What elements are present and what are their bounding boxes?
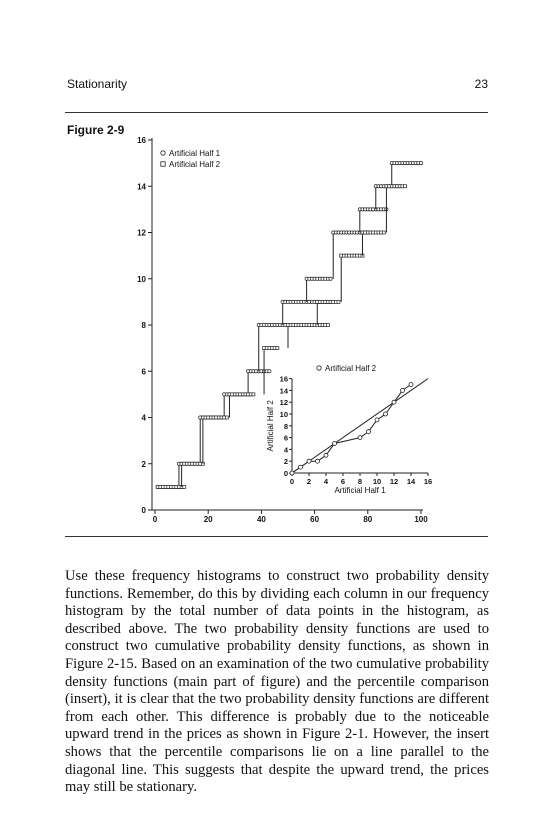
inset-y-tick-label: 0 [283, 469, 288, 478]
inset-legend-marker [317, 366, 321, 370]
inset-point [290, 471, 294, 475]
figure-label: Figure 2-9 [67, 123, 125, 137]
inset-point [358, 436, 362, 440]
y-tick-label: 16 [137, 136, 146, 145]
inset-y-tick-label: 12 [279, 398, 288, 408]
inset-point [333, 442, 337, 446]
legend-label: Artificial Half 2 [169, 160, 221, 169]
y-tick-label: 14 [137, 182, 146, 192]
inset-x-tick-label: 0 [289, 477, 295, 486]
series-2-point [382, 231, 385, 234]
figure-bottom-rule [65, 536, 488, 537]
inset-y-tick-label: 2 [283, 457, 288, 467]
x-tick-label: 80 [363, 515, 373, 524]
body-paragraph: Use these frequency histograms to construct two probability density functions. Remember, do this by dividing each column in our frequency histogram by the total number of data points in the histogram, as described above. The two probability density functions are used to construct two cumulative probability density functions, as shown in Figure 2-15. Based on an examination of the two cumulative probability density functions (main part of figure) and the percentile comparison (insert), it is clear that the two probability density functions are different from each other. This difference is probably due to the noticeable upward trend in the prices as shown in Figure 2-1. However, the insert shows that the percentile comparisons lie on a line parallel to the diagonal line. This suggests that despite the upward trend, the prices may still be stationary. [65, 568, 489, 796]
inset-point [316, 459, 320, 463]
inset-point [375, 418, 379, 422]
series-1-point [419, 162, 422, 165]
legend-label: Artificial Half 1 [169, 149, 221, 158]
inset-x-tick-label: 6 [340, 477, 346, 486]
y-tick-label: 0 [141, 506, 146, 515]
series-2-point [225, 416, 228, 419]
inset-chart [266, 364, 432, 495]
inset-point [367, 430, 371, 434]
y-tick-label: 8 [141, 321, 146, 330]
series-2-point [337, 300, 340, 303]
inset-y-tick-label: 16 [279, 374, 288, 384]
running-header: Stationarity [67, 77, 128, 91]
inset-y-tick-label: 14 [279, 386, 288, 396]
inset-point [384, 412, 388, 416]
inset-x-tick-label: 12 [389, 477, 399, 486]
series-2-point [326, 324, 329, 327]
inset-point [307, 459, 311, 463]
x-tick-label: 60 [310, 515, 320, 524]
inset-x-tick-label: 10 [372, 477, 382, 486]
inset-y-tick-label: 6 [283, 433, 288, 443]
inset-x-tick-label: 16 [423, 477, 433, 486]
y-tick-label: 10 [137, 274, 146, 284]
inset-legend-label: Artificial Half 2 [325, 364, 377, 373]
x-tick-label: 40 [256, 515, 266, 524]
legend-square-marker [161, 162, 165, 166]
inset-point [409, 383, 413, 387]
inset-y-tick-label: 10 [279, 410, 288, 419]
inset-x-tick-label: 8 [357, 477, 363, 486]
inset-x-tick-label: 14 [406, 477, 416, 486]
inset-point [392, 400, 396, 404]
inset-x-tick-label: 4 [323, 477, 329, 486]
series-2-point [252, 393, 255, 396]
legend-circle-marker [161, 151, 165, 155]
inset-point [324, 453, 328, 457]
inset-y-tick-label: 8 [283, 421, 288, 431]
page-number: 23 [474, 77, 488, 91]
y-tick-label: 12 [137, 228, 146, 238]
series-1-point [268, 370, 271, 373]
x-tick-label: 100 [414, 515, 428, 524]
inset-y-axis-label: Artificial Half 2 [266, 400, 275, 452]
y-tick-label: 6 [141, 367, 146, 377]
x-tick-label: 20 [203, 515, 213, 524]
y-tick-label: 2 [141, 459, 146, 469]
series-2-point [404, 185, 407, 188]
y-tick-label: 4 [141, 413, 146, 423]
inset-point [299, 465, 303, 469]
inset-x-axis-label: Artificial Half 1 [334, 486, 386, 495]
inset-x-tick-label: 2 [306, 477, 312, 486]
inset-y-tick-label: 4 [283, 445, 288, 455]
inset-point [401, 388, 405, 392]
series-1-point [329, 277, 332, 280]
x-tick-label: 0 [152, 515, 158, 524]
series-2-point [183, 485, 186, 488]
main-legend [161, 149, 221, 169]
series-2-point [276, 347, 279, 350]
